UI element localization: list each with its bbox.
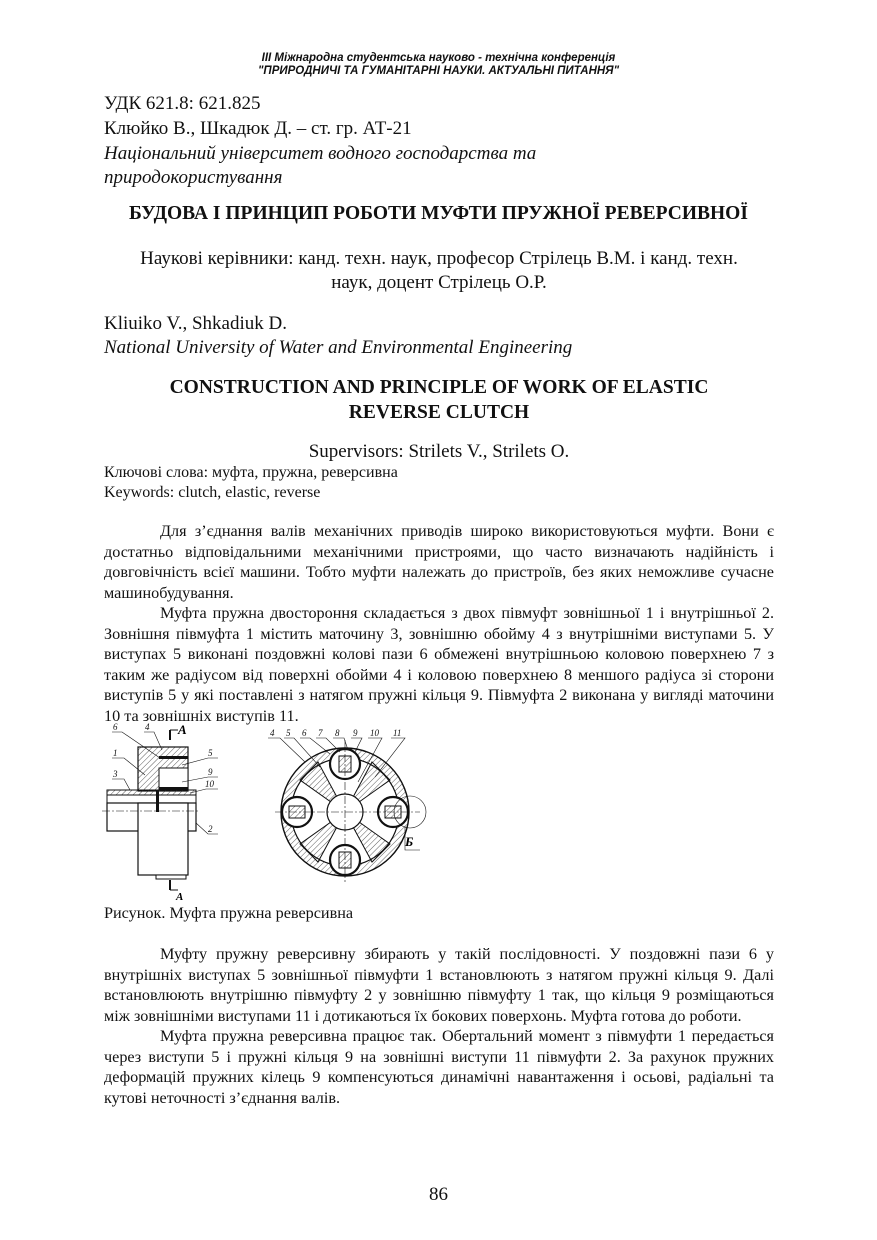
callout-4: 4 bbox=[270, 728, 275, 738]
keywords-en: Keywords: clutch, elastic, reverse bbox=[104, 484, 321, 501]
callout-2: 2 bbox=[208, 824, 213, 834]
callout-6: 6 bbox=[302, 728, 307, 738]
callout-7: 7 bbox=[318, 728, 323, 738]
callout-8: 8 bbox=[335, 728, 340, 738]
keywords-ua: Ключові слова: муфта, пружна, реверсивна bbox=[104, 464, 398, 481]
callout-6: 6 bbox=[113, 722, 118, 732]
figure-caption: Рисунок. Муфта пружна реверсивна bbox=[104, 904, 354, 922]
detail-label: Б bbox=[405, 834, 414, 849]
callout-9: 9 bbox=[353, 728, 358, 738]
callout-10: 10 bbox=[370, 728, 379, 738]
figure-front-view bbox=[260, 722, 430, 882]
callout-9: 9 bbox=[208, 767, 213, 777]
title-en bbox=[104, 375, 774, 425]
authors-ua: Клюйко В., Шкадюк Д. – ст. гр. АТ-21 bbox=[104, 118, 412, 139]
callout-5: 5 bbox=[286, 728, 291, 738]
section-label-bottom: А bbox=[176, 891, 184, 900]
supervisors-ua bbox=[104, 247, 774, 295]
authors-en: Kliuiko V., Shkadiuk D. bbox=[104, 313, 287, 334]
supervisors-ua-line2: наук, доцент Стрілець О.Р. bbox=[331, 272, 547, 293]
callout-4: 4 bbox=[145, 722, 150, 732]
supervisors-ua-line1: Наукові керівники: канд. техн. наук, професор Стрілець В.М. і канд. техн. bbox=[140, 248, 738, 269]
conference-header-line2: "ПРИРОДНИЧІ ТА ГУМАНІТАРНІ НАУКИ. АКТУАЛЬНІ ПИТАННЯ" bbox=[257, 65, 620, 77]
conference-header bbox=[0, 52, 877, 78]
affiliation-en: National University of Water and Environmental Engineering bbox=[104, 337, 573, 358]
body-text-top bbox=[104, 521, 774, 726]
callout-10: 10 bbox=[205, 779, 214, 789]
affiliation-ua-line1: Національний університет водного господарства та bbox=[104, 143, 537, 164]
callout-1: 1 bbox=[113, 748, 118, 758]
body-text-bottom bbox=[104, 944, 774, 1108]
title-ua: БУДОВА І ПРИНЦИП РОБОТИ МУФТИ ПРУЖНОЇ РЕВЕРСИВНОЇ bbox=[129, 203, 748, 224]
udk-code: УДК 621.8: 621.825 bbox=[104, 93, 261, 114]
supervisors-en: Supervisors: Strilets V., Strilets O. bbox=[308, 441, 570, 462]
title-en-line2: REVERSE CLUTCH bbox=[348, 402, 530, 423]
affiliation-ua-line2: природокористування bbox=[104, 167, 283, 188]
title-en-line1: CONSTRUCTION AND PRINCIPLE OF WORK OF ELASTIC bbox=[169, 377, 709, 398]
callout-5: 5 bbox=[208, 748, 213, 758]
figure-side-view bbox=[100, 720, 240, 900]
paragraph: Муфта пружна двостороння складається з двох півмуфт зовнішньої 1 і внутрішньої 2. Зовнішня півмуфта 1 містить маточину 3, зовнішню обойму 4 з внутрішніми виступами 5. У виступах 5 виконані поздовжні колові пази 6 обмежені внутрішньою коловою поверхнею 7 з таким же радіусом від поверхні обойми 4 і коловою поверхнею 8 меншого радіуса зі сторони виступів 5 у які поставлені з натягом пружні кільця 9. Півмуфта 2 виконана у вигляді маточини 10 та зовнішніх виступів 11. bbox=[104, 604, 774, 725]
paragraph: Муфту пружну реверсивну збирають у такій послідовності. У поздовжні пази 6 у внутрішніх виступах 5 зовнішньої півмуфти 1 встановлюють з натягом пружні кільця 9. Далі встановлюють внутрішню півмуфту 2 у зовнішню півмуфту 1 так, що кільця 9 розміщаються між зовнішніми виступами 11 і дотикаються їх бокових поверхонь. Муфта готова до роботи. bbox=[104, 945, 774, 1025]
page-number: 86 bbox=[429, 1184, 448, 1205]
paragraph: Муфта пружна реверсивна працює так. Обертальний момент з півмуфти 1 передається через виступи 5 і пружні кільця 9 на зовнішні виступи 11 півмуфти 2. За рахунок пружних деформацій пружних кілець 9 компенсуються динамічні навантаження і осьові, радіальні та кутові неточності з’єднання валів. bbox=[104, 1027, 774, 1107]
conference-header-line1: III Міжнародна студентська науково - технічна конференція bbox=[261, 52, 616, 64]
callout-11: 11 bbox=[393, 728, 402, 738]
callout-3: 3 bbox=[113, 769, 118, 779]
paragraph: Для з’єднання валів механічних приводів широко використовуються муфти. Вони є достатньо відповідальними механічними пристроями, що часто визначають надійність і довговічність всієї машини. Тобто муфти належать до пристроїв, без яких неможливе сучасне машинобудування. bbox=[104, 522, 774, 602]
section-label-top: А bbox=[178, 722, 187, 737]
